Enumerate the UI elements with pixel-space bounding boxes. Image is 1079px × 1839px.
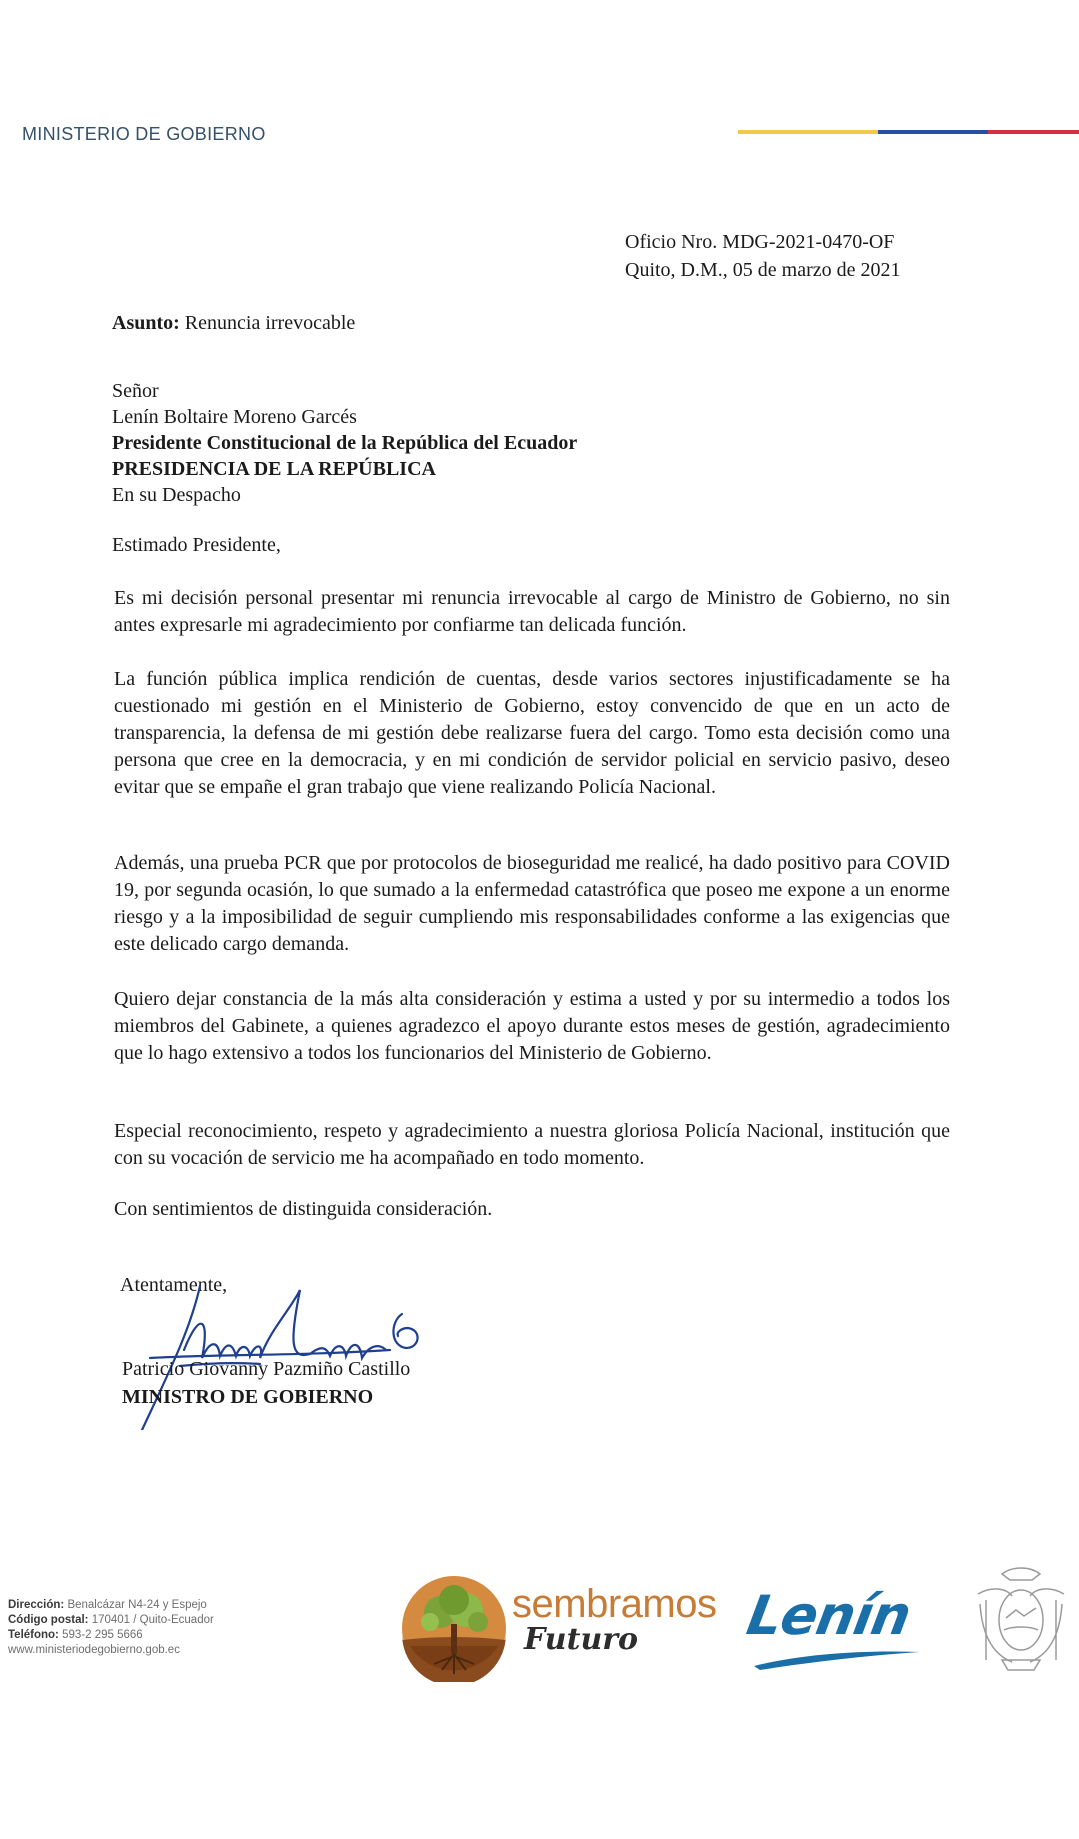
- signer-name: Patricio Giovanny Pazmiño Castillo: [122, 1358, 411, 1380]
- lenin-logo-text: Lenín: [742, 1584, 915, 1647]
- body-paragraph: Quiero dejar constancia de la más alta consideración y estima a usted y por su intermedio a todos los miembros del Gabinete, a quienes agradezco el apoyo durante estos meses de gestión, agradecimiento que lo hago extensivo a todos los funcionarios del Ministerio de Gobierno.: [114, 988, 950, 1064]
- body-paragraph: Especial reconocimiento, respeto y agradecimiento a nuestra gloriosa Policía Nacional, institución que con su vocación de servicio me ha acompañado en todo momento.: [114, 1120, 950, 1169]
- body-paragraph: La función pública implica rendición de cuentas, desde varios sectores injustificadamente se ha cuestionado mi gestión en el Ministerio de Gobierno, estoy convencido de que en un acto de transparencia, la defensa de mi gestión debe realizarse fuera del cargo. Tomo esta decisión como una persona que cree en la democracia, y en mi condición de servidor policial en servicio pasivo, deseo evitar que se empañe el gran trabajo que viene realizando Policía Nacional.: [114, 668, 950, 798]
- futuro-logo-text: Futuro: [524, 1622, 639, 1657]
- postal-label: Código postal:: [8, 1614, 89, 1626]
- addressee-institution: PRESIDENCIA DE LA REPÚBLICA: [112, 458, 436, 480]
- footer-contact: [8, 1598, 214, 1658]
- oficio-number: Oficio Nro. MDG-2021-0470-OF: [625, 231, 895, 253]
- ecuador-coat-of-arms-icon: [972, 1564, 1070, 1674]
- website-link[interactable]: www.ministeriodegobierno.gob.ec: [8, 1644, 180, 1656]
- letter-date: Quito, D.M., 05 de marzo de 2021: [625, 259, 901, 281]
- signer-title: MINISTRO DE GOBIERNO: [122, 1386, 374, 1408]
- reference-block: [625, 228, 901, 284]
- lenin-swoosh-icon: [752, 1646, 922, 1672]
- body-paragraph: Además, una prueba PCR que por protocolos de bioseguridad me realicé, ha dado positivo para COVID 19, por segunda ocasión, lo que sumado a la enfermedad catastrófica que poseo me expone a un enorme riesgo y a la imposibilidad de seguir cumpliendo mis responsabilidades conforme a las exigencias que este delicado cargo demanda.: [114, 852, 950, 955]
- sembramos-tree-icon: [400, 1574, 508, 1682]
- addressee-salutation: Señor: [112, 380, 159, 402]
- ministry-header: MINISTERIO DE GOBIERNO: [22, 124, 266, 144]
- phone-value: 593-2 295 5666: [62, 1629, 143, 1641]
- addressee-title: Presidente Constitucional de la República del Ecuador: [112, 432, 578, 454]
- addressee-location: En su Despacho: [112, 484, 241, 506]
- address-value: Benalcázar N4-24 y Espejo: [67, 1599, 207, 1611]
- addressee-name: Lenín Boltaire Moreno Garcés: [112, 406, 357, 428]
- subject-line: [112, 312, 355, 335]
- postal-value: 170401 / Quito-Ecuador: [91, 1614, 214, 1626]
- subject-text: Renuncia irrevocable: [184, 312, 356, 334]
- address-label: Dirección:: [8, 1599, 65, 1611]
- body-paragraph: Es mi decisión personal presentar mi renuncia irrevocable al cargo de Ministro de Gobierno, no sin antes expresarle mi agradecimiento por confiarme tan delicada función.: [114, 587, 950, 636]
- addressee-block: [112, 378, 577, 508]
- phone-label: Teléfono:: [8, 1629, 59, 1641]
- sembramos-logo-text: sembramos: [512, 1582, 717, 1626]
- greeting: Estimado Presidente,: [112, 534, 281, 556]
- flag-color-bar: [738, 130, 1079, 134]
- subject-label: Asunto:: [112, 312, 180, 334]
- body-paragraph: Con sentimientos de distinguida consideración.: [114, 1198, 493, 1220]
- farewell: Atentamente,: [120, 1274, 228, 1296]
